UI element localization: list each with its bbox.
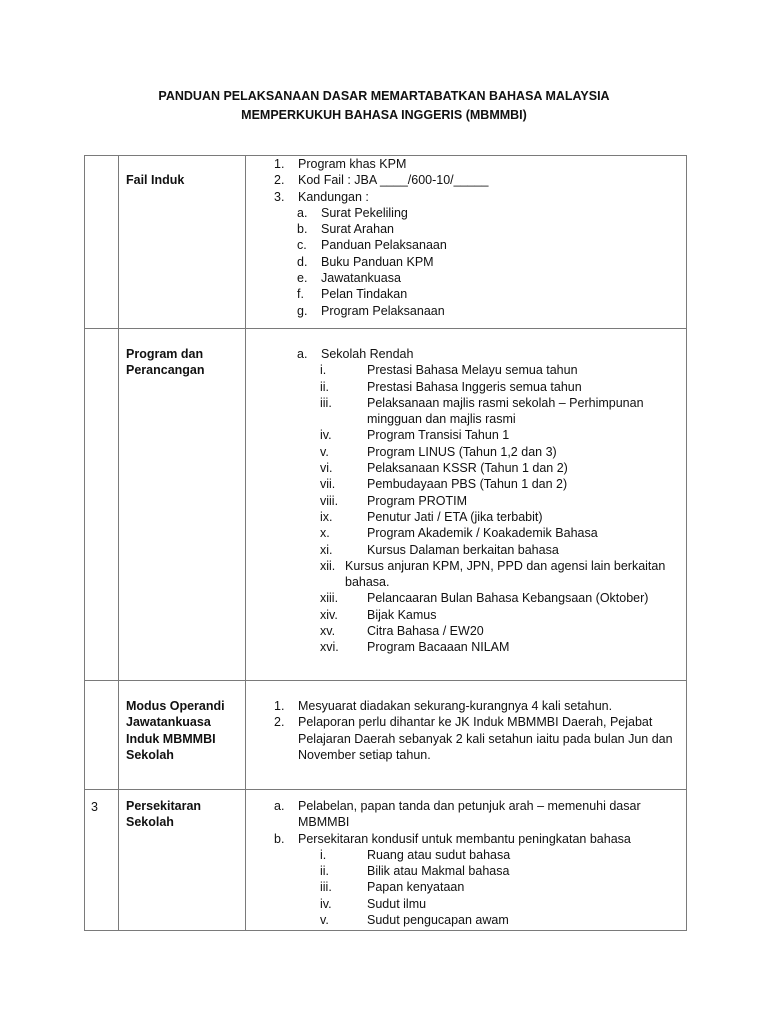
list-item xyxy=(246,379,686,395)
list-item xyxy=(269,254,686,270)
row-label xyxy=(119,156,246,329)
list-text: Sudut ilmu xyxy=(367,896,427,911)
list-text: Prestasi Bahasa Inggeris semua tahun xyxy=(367,379,582,394)
list-marker: a. xyxy=(297,205,308,220)
list-marker: g. xyxy=(297,303,308,318)
list-marker: e. xyxy=(297,271,308,286)
list-text: Sekolah Rendah xyxy=(321,347,414,361)
document-title xyxy=(0,87,768,124)
list-text: Kursus anjuran KPM, JPN, PPD dan agensi lain berkaitan xyxy=(345,558,666,573)
list-text: Pelaporan perlu dihantar ke JK Induk MBMMBI Daerah, Pejabat Pelajaran Daerah sebanyak 2 kali setahun iaitu pada bulan Jun dan November setiap tahun. xyxy=(298,715,673,762)
list-item xyxy=(269,270,686,286)
row-label-line: Perancangan xyxy=(126,363,205,378)
list-marker: 2. xyxy=(274,173,285,188)
list-item xyxy=(246,879,672,895)
row-number xyxy=(85,156,119,329)
list-marker: d. xyxy=(297,254,308,269)
list-marker: xv. xyxy=(320,624,336,639)
list-item xyxy=(269,221,686,237)
list-text: Pelaksanaan majlis rasmi sekolah – Perhimpunan xyxy=(367,395,644,410)
list-text: Program Akademik / Koakademik Bahasa xyxy=(367,526,598,541)
list-text-continuation: mingguan dan majlis rasmi xyxy=(367,412,516,427)
guideline-table xyxy=(84,155,687,931)
list-text: Kod Fail : JBA ____/600-10/_____ xyxy=(298,173,489,188)
list-item xyxy=(246,912,672,928)
list-marker: ix. xyxy=(320,509,333,524)
list-marker: i. xyxy=(320,363,327,378)
table-row xyxy=(85,790,687,931)
list-marker: v. xyxy=(320,444,329,459)
list-marker: xi. xyxy=(320,542,333,557)
list-item xyxy=(246,493,686,509)
list-text: Persekitaran kondusif untuk membantu peningkatan bahasa xyxy=(298,831,631,846)
list-marker: b. xyxy=(297,222,308,237)
title-line-2: MEMPERKUKUH BAHASA INGGERIS (MBMMBI) xyxy=(241,107,527,122)
row-content xyxy=(246,329,687,681)
list-text: Program PROTIM xyxy=(367,493,468,508)
row-number xyxy=(85,681,119,790)
list-marker: a. xyxy=(274,799,285,813)
list-marker: ii. xyxy=(320,379,330,394)
list-text: Pembudayaan PBS (Tahun 1 dan 2) xyxy=(367,477,568,492)
list-item xyxy=(246,714,676,763)
list-item xyxy=(246,427,686,443)
list-marker: xiii. xyxy=(320,591,339,606)
list-text: Pelan Tindakan xyxy=(321,287,408,302)
list-item xyxy=(269,205,686,221)
list-text: Buku Panduan KPM xyxy=(321,254,434,269)
list-marker: i. xyxy=(320,847,327,862)
list-marker: iv. xyxy=(320,428,332,443)
list-item xyxy=(269,286,686,302)
list-text: Program khas KPM xyxy=(298,157,407,171)
row-number: 3 xyxy=(85,790,119,931)
list-item xyxy=(246,156,686,172)
list-marker: 2. xyxy=(274,715,285,730)
list-item xyxy=(246,525,686,541)
list-marker: c. xyxy=(297,238,307,253)
list-text: Kandungan : xyxy=(298,189,369,204)
list-text: Pelancaaran Bulan Bahasa Kebangsaan (Oktober) xyxy=(367,591,649,606)
list-text: Kursus Dalaman berkaitan bahasa xyxy=(367,542,559,557)
list-marker: viii. xyxy=(320,493,339,508)
list-marker: iii. xyxy=(320,395,332,410)
list-item xyxy=(246,444,686,460)
list-item xyxy=(246,896,672,912)
list-text: Sudut pengucapan awam xyxy=(367,913,509,928)
row-label-line: Induk MBMMBI xyxy=(126,731,216,746)
list-item xyxy=(246,798,672,831)
list-item xyxy=(246,395,686,411)
list-marker: xvi. xyxy=(320,640,339,655)
list-marker: b. xyxy=(274,831,285,846)
row-label-line: Sekolah xyxy=(126,815,174,830)
list-marker: iv. xyxy=(320,896,332,911)
title-line-1: PANDUAN PELAKSANAAN DASAR MEMARTABATKAN BAHASA MALAYSIA xyxy=(158,89,610,103)
list-marker: v. xyxy=(320,913,329,928)
list-marker: ii. xyxy=(320,864,330,879)
list-item xyxy=(269,303,686,319)
row-label xyxy=(119,681,246,790)
list-text: Bijak Kamus xyxy=(367,607,437,622)
list-item xyxy=(246,831,672,847)
list-text: Ruang atau sudut bahasa xyxy=(367,847,511,862)
list-marker: f. xyxy=(297,287,304,302)
list-item xyxy=(246,460,686,476)
row-label-line: Sekolah xyxy=(126,747,174,762)
row-label-line: Fail Induk xyxy=(126,173,185,187)
list-text: Jawatankuasa xyxy=(321,271,401,286)
list-text: Pelabelan, papan tanda dan petunjuk arah – memenuhi dasar MBMMBI xyxy=(298,799,641,830)
list-item xyxy=(269,237,686,253)
list-text: Citra Bahasa / EW20 xyxy=(367,624,484,639)
list-item xyxy=(246,542,686,558)
list-text: Program LINUS (Tahun 1,2 dan 3) xyxy=(367,444,557,459)
list-item xyxy=(246,362,686,378)
list-item xyxy=(246,863,672,879)
row-label xyxy=(119,790,246,931)
list-item xyxy=(246,847,672,863)
list-marker: vi. xyxy=(320,461,333,476)
list-item xyxy=(246,189,686,205)
list-text: Penutur Jati / ETA (jika terbabit) xyxy=(367,509,543,524)
row-label-line: Jawatankuasa xyxy=(126,715,211,730)
list-item xyxy=(246,607,686,623)
list-marker: xii. xyxy=(320,558,336,573)
list-text: Program Pelaksanaan xyxy=(321,303,445,318)
list-marker: x. xyxy=(320,526,330,541)
list-item xyxy=(246,590,686,606)
row-label-line: Program dan xyxy=(126,347,204,361)
list-text: Prestasi Bahasa Melayu semua tahun xyxy=(367,363,578,378)
row-content xyxy=(246,681,687,790)
list-text: Surat Arahan xyxy=(321,222,394,237)
list-text: Bilik atau Makmal bahasa xyxy=(367,864,510,879)
row-label-line: Persekitaran xyxy=(126,799,202,813)
list-marker: xiv. xyxy=(320,607,338,622)
list-marker: 3. xyxy=(274,189,285,204)
list-item xyxy=(246,698,676,714)
list-item xyxy=(246,623,686,639)
table-row xyxy=(85,329,687,681)
list-text-continuation: bahasa. xyxy=(345,575,390,590)
list-text: Pelaksanaan KSSR (Tahun 1 dan 2) xyxy=(367,461,568,476)
list-text: Panduan Pelaksanaan xyxy=(321,238,447,253)
list-item xyxy=(246,639,686,655)
list-text: Papan kenyataan xyxy=(367,880,465,895)
row-number xyxy=(85,329,119,681)
row-label xyxy=(119,329,246,681)
list-marker: iii. xyxy=(320,880,332,895)
list-text: Program Bacaaan NILAM xyxy=(367,640,510,655)
list-text: Program Transisi Tahun 1 xyxy=(367,428,510,443)
list-marker: vii. xyxy=(320,477,336,492)
table-row xyxy=(85,681,687,790)
list-text: Mesyuarat diadakan sekurang-kurangnya 4 kali setahun. xyxy=(298,699,613,713)
list-text: Surat Pekeliling xyxy=(321,205,408,220)
list-item xyxy=(246,476,686,492)
list-heading xyxy=(269,346,686,362)
row-content xyxy=(246,156,687,329)
list-item xyxy=(246,558,686,574)
list-item xyxy=(246,509,686,525)
list-marker: 1. xyxy=(274,699,285,713)
row-content xyxy=(246,790,687,931)
list-item xyxy=(246,172,686,188)
list-marker: 1. xyxy=(274,157,285,171)
list-marker: a. xyxy=(297,347,308,361)
table-row xyxy=(85,156,687,329)
row-label-line: Modus Operandi xyxy=(126,699,225,713)
